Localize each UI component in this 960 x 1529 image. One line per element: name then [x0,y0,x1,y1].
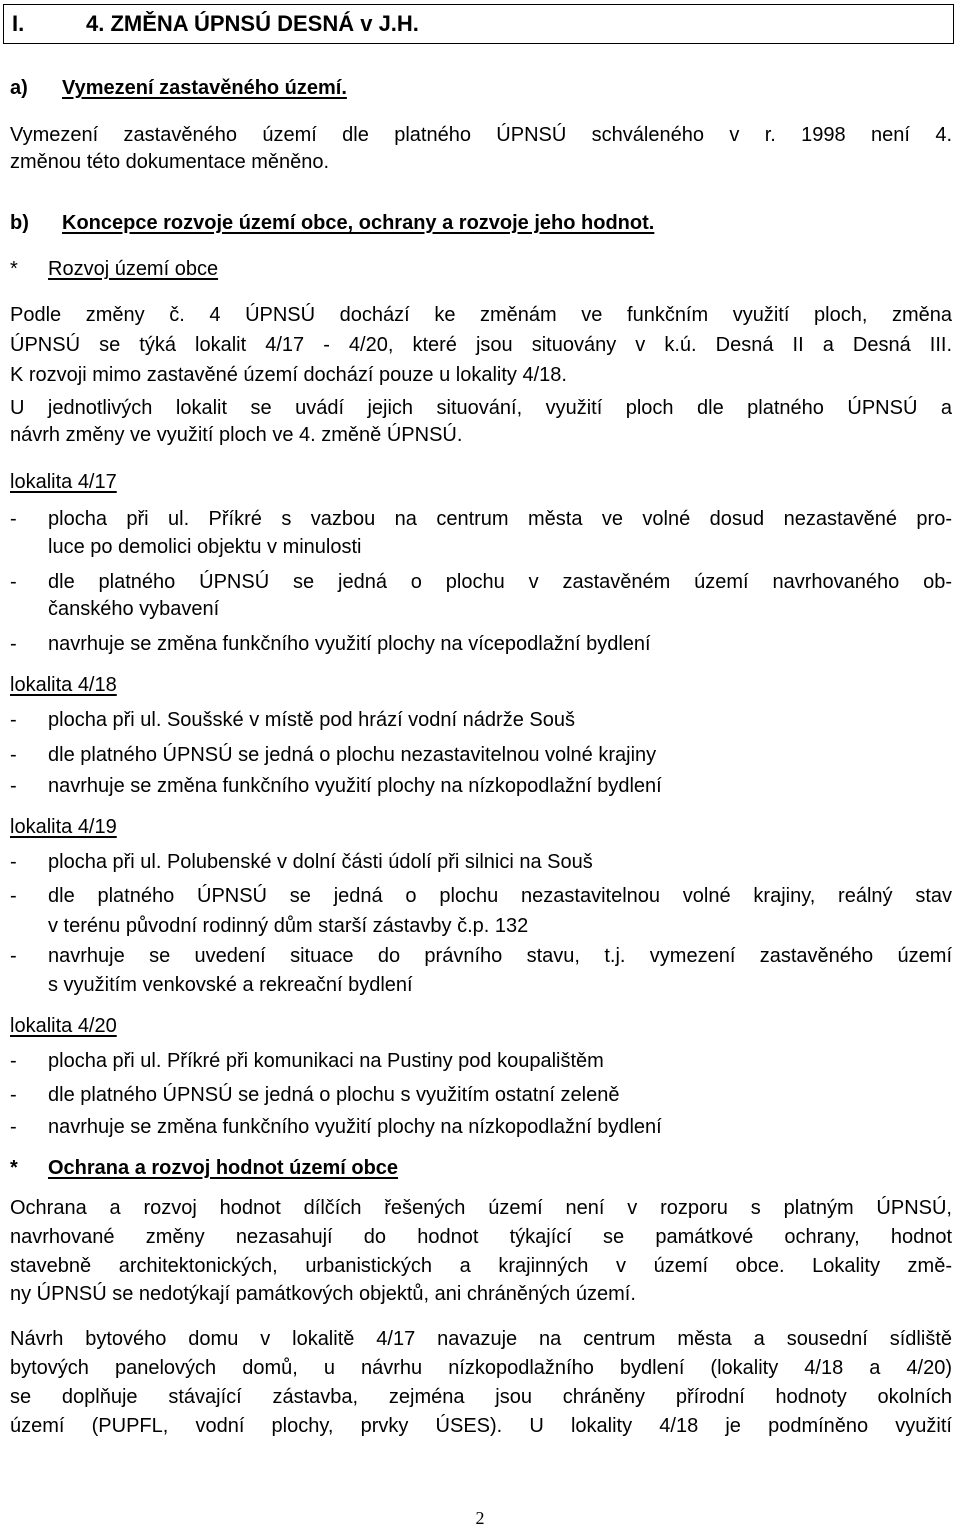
list-item: dle platného ÚPNSÚ se jedná o plochu nezastavitelnou volné krajiny, reálný stav [48,885,952,907]
paragraph-line: Podle změny č. 4 ÚPNSÚ dochází ke změnám ve funkčním využití ploch, změna [10,304,952,326]
subsection-title: Rozvoj území obce [48,258,219,280]
paragraph-line: se doplňuje stávající zástavba, zejména jsou chráněny přírodní hodnoty okolních [10,1386,952,1408]
list-dash: - [10,1050,17,1072]
list-item: plocha při ul. Polubenské v dolní části údolí při silnici na Souš [48,851,593,873]
subsection-heading [10,1156,398,1180]
subsection-title: Ochrana a rozvoj hodnot území obce [48,1157,399,1179]
paragraph-line: bytových panelových domů, u návrhu nízkopodlažního bydlení (lokality 4/18 a 4/20) [10,1357,952,1379]
section-title: Koncepce rozvoje území obce, ochrany a rozvoje jeho hodnot. [62,212,655,234]
list-dash: - [10,885,17,907]
paragraph-line: území (PUPFL, vodní plochy, prvky ÚSES). U lokality 4/18 je podmíněno využití [10,1415,952,1437]
paragraph-line: K rozvoji mimo zastavěné území dochází pouze u lokality 4/18. [10,364,567,386]
list-item: plocha při ul. Příkré při komunikaci na Pustiny pod koupalištěm [48,1050,604,1072]
paragraph-line: změnou této dokumentace měněno. [10,151,330,173]
list-dash: - [10,709,17,731]
paragraph-line: stavebně architektonických, urbanistických a krajinných v území obce. Lokality změ- [10,1255,952,1277]
paragraph-line: ÚPNSÚ se týká lokalit 4/17 - 4/20, které jsou situovány v k.ú. Desná II a Desná III. [10,334,952,356]
paragraph-line: Ochrana a rozvoj hodnot dílčích řešených území není v rozporu s platným ÚPNSÚ, [10,1197,952,1219]
list-item-continuation: s využitím venkovské a rekreační bydlení [48,974,413,996]
list-item-continuation: čanského vybavení [48,598,220,620]
list-item: plocha při ul. Soušské v místě pod hrází vodní nádrže Souš [48,709,575,731]
list-item: dle platného ÚPNSÚ se jedná o plochu nezastavitelnou volné krajiny [48,744,657,766]
page-number: 2 [475,1508,485,1528]
list-dash: - [10,945,17,967]
locality-heading: lokalita 4/17 [10,471,117,493]
list-item: navrhuje se změna funkčního využití plochy na nízkopodlažní bydlení [48,775,662,797]
locality-heading: lokalita 4/19 [10,816,117,838]
list-item: navrhuje se změna funkčního využití plochy na vícepodlažní bydlení [48,633,651,655]
chapter-title: 4. ZMĚNA ÚPNSÚ DESNÁ v J.H. [86,11,419,36]
list-item: navrhuje se změna funkčního využití plochy na nízkopodlažní bydlení [48,1116,662,1138]
paragraph-line: Návrh bytového domu v lokalitě 4/17 navazuje na centrum města a sousední sídliště [10,1328,952,1350]
bullet-star: * [10,1157,18,1179]
section-letter: a) [10,77,28,99]
section-title: Vymezení zastavěného území. [62,77,347,99]
bullet-star: * [10,258,18,280]
list-dash: - [10,508,17,530]
section-a-heading [10,76,347,100]
paragraph-line: Vymezení zastavěného území dle platného ÚPNSÚ schváleného v r. 1998 není 4. [10,124,952,146]
list-item: dle platného ÚPNSÚ se jedná o plochu v zastavěném území navrhovaného ob- [48,571,952,593]
paragraph-line: ny ÚPNSÚ se nedotýkají památkových objektů, ani chráněných území. [10,1283,636,1305]
list-dash: - [10,744,17,766]
list-dash: - [10,1116,17,1138]
paragraph-line: návrh změny ve využití ploch ve 4. změně ÚPNSÚ. [10,424,463,446]
list-dash: - [10,851,17,873]
list-dash: - [10,571,17,593]
list-item-continuation: v terénu původní rodinný dům starší zástavby č.p. 132 [48,915,529,937]
list-dash: - [10,1084,17,1106]
locality-heading: lokalita 4/20 [10,1015,117,1037]
paragraph-line: U jednotlivých lokalit se uvádí jejich situování, využití ploch dle platného ÚPNSÚ a [10,397,952,419]
subsection-heading [10,257,218,281]
locality-heading: lokalita 4/18 [10,674,117,696]
list-item: plocha při ul. Příkré s vazbou na centrum města ve volné dosud nezastavěné pro- [48,508,952,530]
list-item: navrhuje se uvedení situace do právního stavu, t.j. vymezení zastavěného území [48,945,952,967]
list-dash: - [10,633,17,655]
section-b-heading [10,211,654,235]
section-letter: b) [10,212,29,234]
list-item: dle platného ÚPNSÚ se jedná o plochu s využitím ostatní zeleně [48,1084,620,1106]
list-item-continuation: luce po demolici objektu v minulosti [48,536,362,558]
list-dash: - [10,775,17,797]
chapter-number: I. [12,11,25,36]
paragraph-line: navrhované změny nezasahují do hodnot týkající se památkové ochrany, hodnot [10,1226,952,1248]
chapter-header [3,4,954,44]
